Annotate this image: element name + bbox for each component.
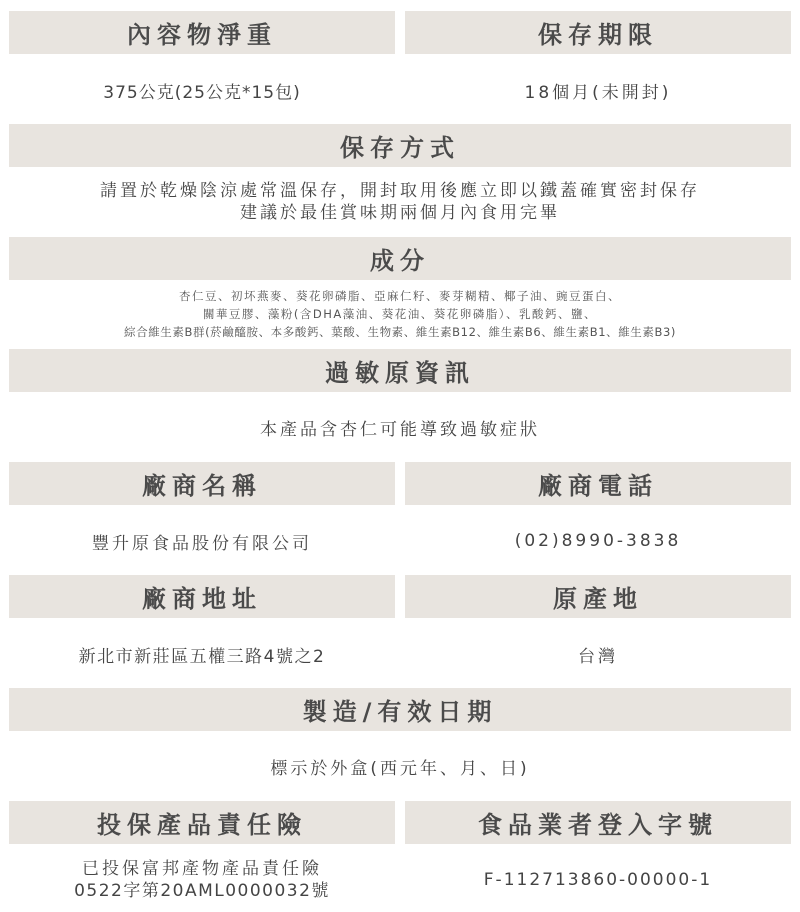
- registration-heading: 食品業者登入字號: [405, 801, 791, 844]
- insurance-line-1: 已投保富邦產物產品責任險: [82, 859, 322, 879]
- storage-line-2: 建議於最佳賞味期兩個月內食用完畢: [240, 203, 560, 223]
- net-weight-heading: 內容物淨重: [9, 11, 395, 54]
- ingredients-heading: 成分: [9, 237, 791, 280]
- ingredients-line-1: 杏仁豆、初坏燕麥、葵花卵磷脂、亞麻仁籽、麥芽糊精、椰子油、豌豆蛋白、: [179, 289, 621, 303]
- maker-phone-value: (02)8990-3838: [514, 531, 682, 551]
- insurance-heading: 投保產品責任險: [9, 801, 395, 844]
- maker-phone-heading: 廠商電話: [405, 462, 791, 505]
- ingredients-line-3: 綜合維生素B群(菸鹼醯胺、本多酸鈣、葉酸、生物素、維生素B12、維生素B6、維生素B1、維生素B3): [124, 325, 676, 339]
- storage-text: [9, 176, 791, 228]
- net-weight-value: 375公克(25公克*15包): [103, 82, 301, 103]
- allergen-heading: 過敏原資訊: [9, 349, 791, 392]
- ingredients-line-2: 關華豆膠、藻粉(含DHA藻油、葵花油、葵花卵磷脂）、乳酸鈣、鹽、: [202, 307, 598, 321]
- date-value: 標示於外盒(西元年、月、日): [270, 758, 530, 779]
- registration-value: F-112713860-00000-1: [483, 870, 713, 890]
- maker-name-value: 豐升原食品股份有限公司: [92, 533, 312, 554]
- origin-value: 台灣: [578, 646, 618, 667]
- insurance-text: [9, 855, 395, 905]
- storage-heading: 保存方式: [9, 124, 791, 167]
- date-heading: 製造/有效日期: [9, 688, 791, 731]
- origin-heading: 原產地: [405, 575, 791, 618]
- ingredients-text: [0, 286, 800, 342]
- shelf-life-value: 18個月(未開封): [524, 82, 672, 103]
- maker-address-heading: 廠商地址: [9, 575, 395, 618]
- insurance-line-2: 0522字第20AML0000032號: [74, 881, 330, 901]
- shelf-life-heading: 保存期限: [405, 11, 791, 54]
- maker-address-value: 新北市新莊區五權三路4號之2: [78, 646, 326, 667]
- maker-name-heading: 廠商名稱: [9, 462, 395, 505]
- storage-line-1: 請置於乾燥陰涼處常溫保存，開封取用後應立即以鐵蓋確實密封保存: [100, 181, 700, 201]
- allergen-value: 本產品含杏仁可能導致過敏症狀: [260, 419, 540, 440]
